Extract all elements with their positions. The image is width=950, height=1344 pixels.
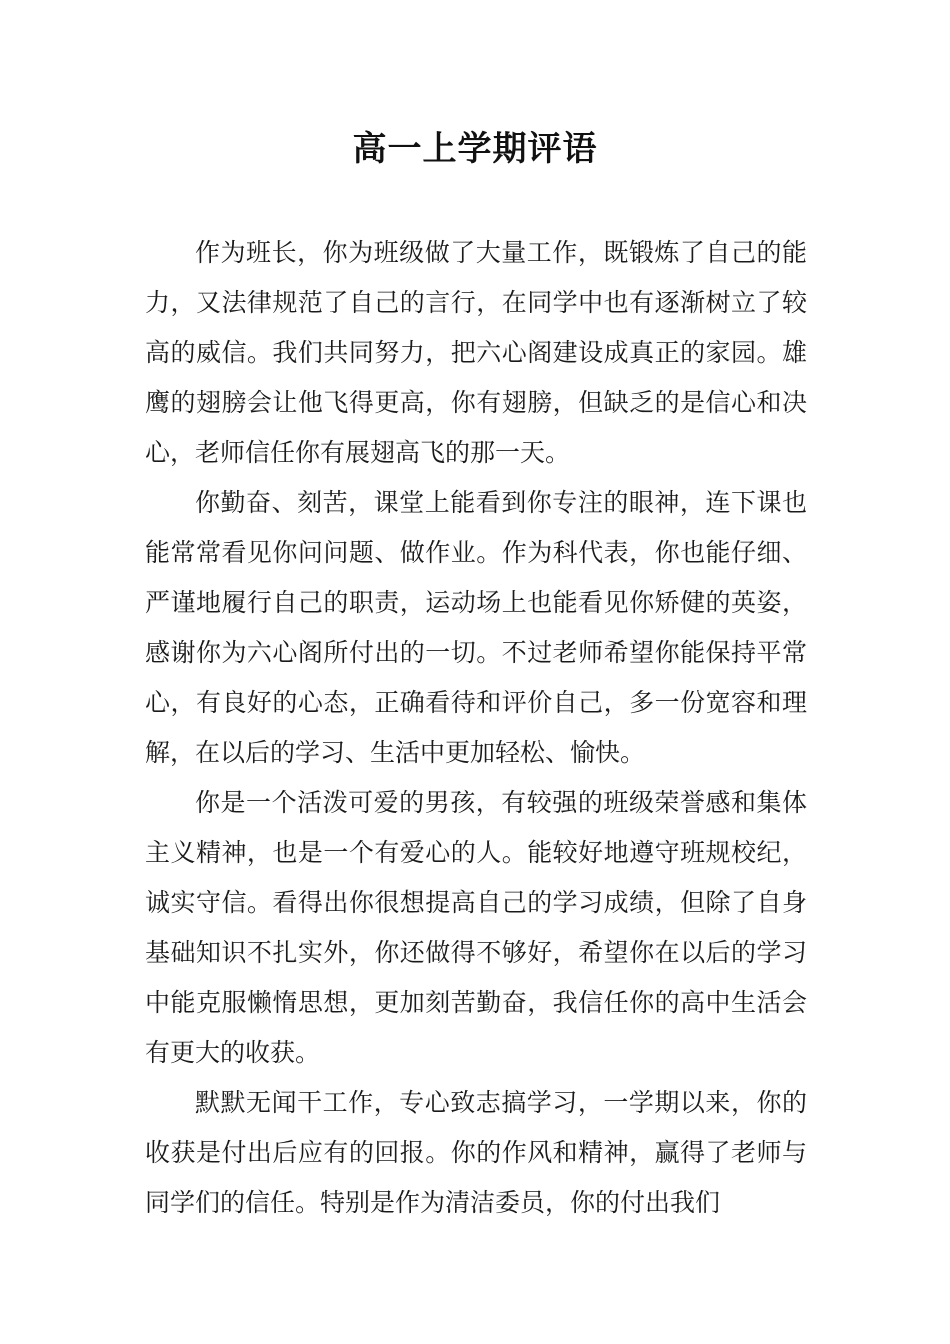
paragraph: 默默无闻干工作，专心致志搞学习，一学期以来，你的收获是付出后应有的回报。你的作风和精神，赢得了老师与同学们的信任。特别是作为清洁委员，你的付出我们 <box>145 1088 807 1217</box>
document-body <box>145 228 807 1228</box>
paragraph: 你是一个活泼可爱的男孩，有较强的班级荣誉感和集体主义精神，也是一个有爱心的人。能较好地遵守班规校纪，诚实守信。看得出你很想提高自己的学习成绩，但除了自身基础知识不扎实外，你还做得不够好，希望你在以后的学习中能克服懒惰思想，更加刻苦勤奋，我信任你的高中生活会有更大的收获。 <box>145 788 807 1067</box>
paragraph: 你勤奋、刻苦，课堂上能看到你专注的眼神，连下课也能常常看见你问问题、做作业。作为科代表，你也能仔细、严谨地履行自己的职责，运动场上也能看见你矫健的英姿，感谢你为六心阁所付出的一切。不过老师希望你能保持平常心，有良好的心态，正确看待和评价自己，多一份宽容和理解，在以后的学习、生活中更加轻松、愉快。 <box>145 488 807 767</box>
paragraph: 作为班长，你为班级做了大量工作，既锻炼了自己的能力，又法律规范了自己的言行，在同学中也有逐渐树立了较高的威信。我们共同努力，把六心阁建设成真正的家园。雄鹰的翅膀会让他飞得更高，你有翅膀，但缺乏的是信心和决心，老师信任你有展翅高飞的那一天。 <box>145 238 807 467</box>
document-title: 高一上学期评语 <box>352 129 598 169</box>
